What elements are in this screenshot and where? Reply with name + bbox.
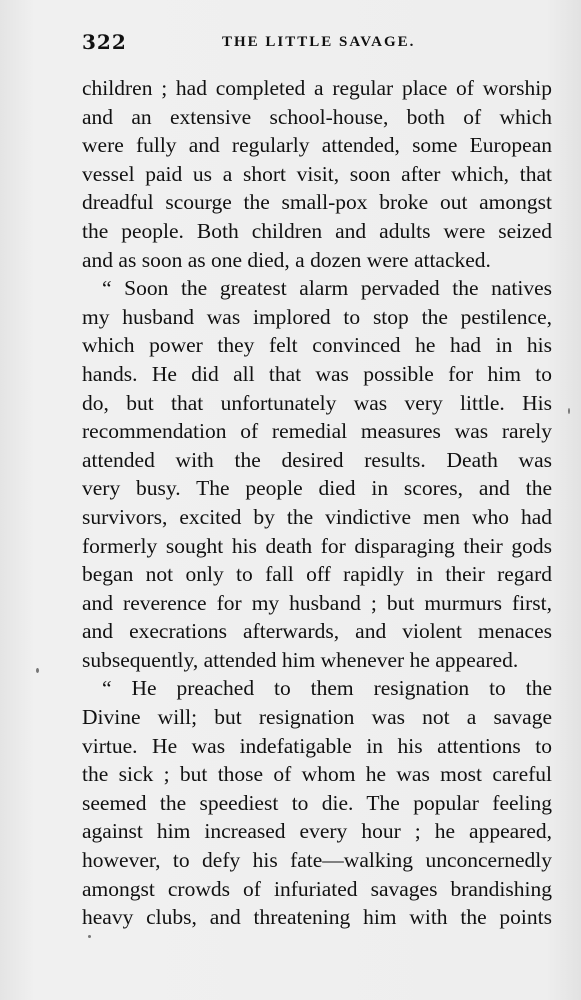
text-line: my husband was implored to stop the pestilence,: [82, 304, 552, 329]
print-speck: [88, 935, 91, 938]
text-line: the sick ; but those of whom he was most careful: [82, 762, 552, 787]
text-line: “ Soon the greatest alarm pervaded the natives: [102, 276, 552, 301]
body-text: [82, 74, 552, 932]
running-head: THE LITTLE SAVAGE.: [222, 34, 416, 50]
text-line: Divine will; but resignation was not a savage: [82, 705, 552, 730]
text-line: very busy. The people died in scores, and the: [82, 476, 552, 501]
text-line: were fully and regularly attended, some European: [82, 133, 552, 158]
text-line: virtue. He was indefatigable in his attentions to: [82, 733, 552, 758]
text-line: began not only to fall off rapidly in their regard: [82, 562, 552, 587]
text-line: survivors, excited by the vindictive men who had: [82, 504, 552, 529]
text-line: children ; had completed a regular place of worship: [82, 76, 552, 100]
text-line: which power they felt convinced he had in his: [82, 333, 552, 358]
text-line: however, to defy his fate—walking unconcernedly: [82, 848, 552, 873]
text-line: and as soon as one died, a dozen were attacked.: [82, 247, 491, 272]
print-speck: [568, 408, 570, 414]
text-line: subsequently, attended him whenever he appeared.: [82, 647, 519, 672]
text-line: attended with the desired results. Death was: [82, 447, 552, 472]
text-line: the people. Both children and adults were seized: [82, 218, 552, 243]
text-line: vessel paid us a short visit, soon after which, that: [82, 161, 552, 186]
text-line: and reverence for my husband ; but murmurs first,: [82, 590, 552, 615]
text-line: recommendation of remedial measures was rarely: [82, 419, 552, 444]
text-line: and execrations afterwards, and violent menaces: [82, 619, 552, 644]
text-line: heavy clubs, and threatening him with the points: [82, 905, 552, 930]
text-line: against him increased every hour ; he appeared,: [82, 819, 552, 844]
text-line: and an extensive school-house, both of which: [82, 104, 552, 129]
text-line: seemed the speediest to die. The popular feeling: [82, 790, 552, 815]
text-line: amongst crowds of infuriated savages brandishing: [82, 876, 552, 901]
text-line: formerly sought his death for disparaging their gods: [82, 533, 552, 558]
text-line: dreadful scourge the small-pox broke out amongst: [82, 190, 552, 215]
page-number: 322: [82, 30, 127, 54]
page-header: [82, 30, 553, 54]
text-line: “ He preached to them resignation to the: [102, 676, 552, 701]
text-line: hands. He did all that was possible for him to: [82, 361, 552, 386]
print-speck: [36, 668, 39, 673]
text-line: do, but that unfortunately was very little. His: [82, 390, 552, 415]
